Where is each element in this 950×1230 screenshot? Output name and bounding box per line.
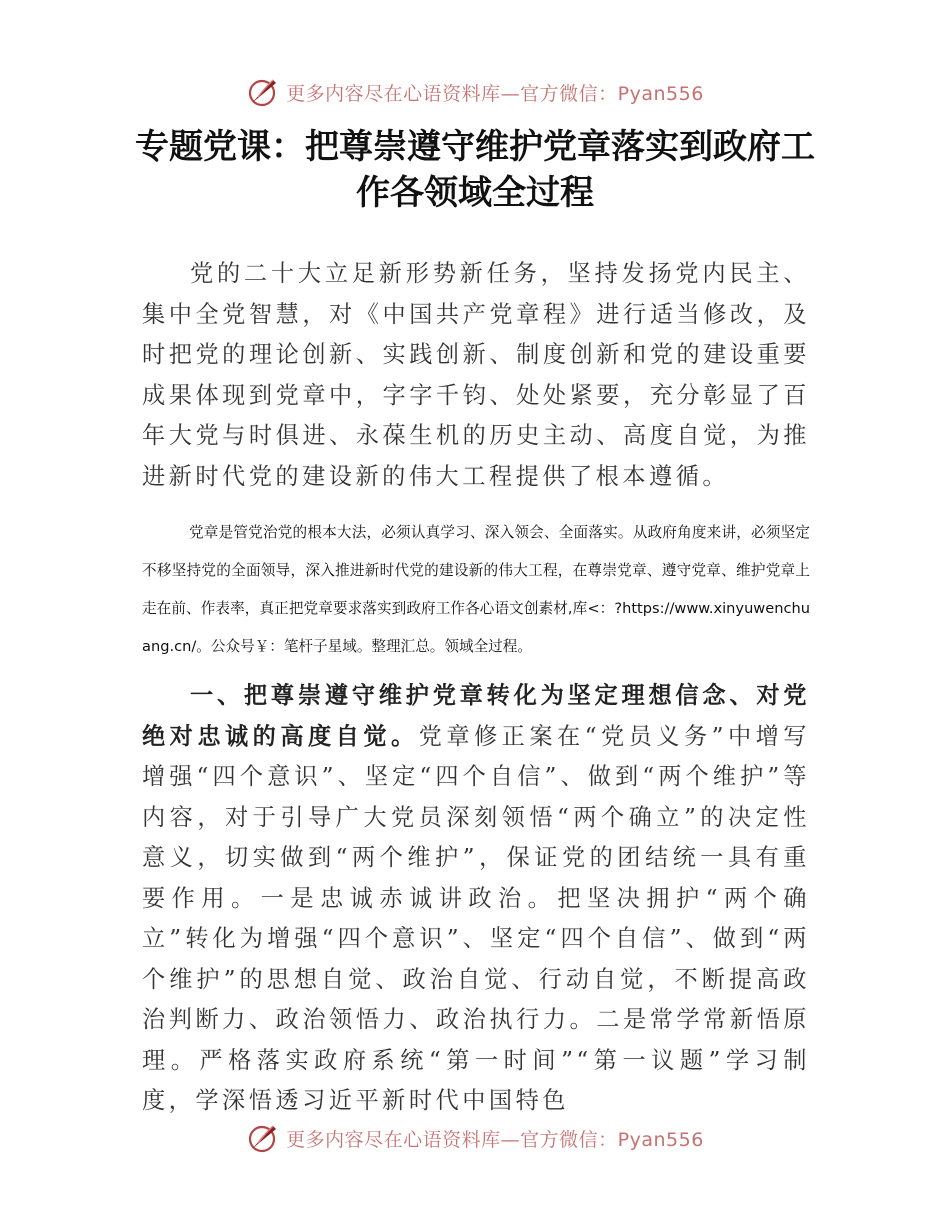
watermark-text: 更多内容尽在心语资料库—官方微信：Pyan556: [286, 82, 704, 105]
footer-watermark: [0, 1118, 950, 1158]
intro-paragraph: 党的二十大立足新形势新任务，坚持发扬党内民主、集中全党智慧，对《中国共产党章程》进行适当修改，及时把党的理论创新、实践创新、制度创新和党的建设重要成果体现到党章中，字字千钧、处处紧要，充分彰显了百年大党与时俱进、永葆生机的历史主动、高度自觉，为推进新时代党的建设新的伟大工程提供了根本遵循。: [142, 260, 810, 490]
watermark-text: 更多内容尽在心语资料库—官方微信：Pyan556: [286, 1128, 704, 1151]
section-one-heading: 一、把尊崇遵守维护党章转化为坚定理想信念、对党绝对忠诚的高度自觉。: [142, 682, 810, 750]
second-paragraph: 党章是管党治党的根本大法，必须认真学习、深入领会、全面落实。从政府角度来讲，必须坚定不移坚持党的全面领导，深入推进新时代党的建设新的伟大工程，在尊崇党章、遵守党章、维护党章上走在前、作表率，真正把党章要求落实到政府工作各心语文创素材,库<：?https://www.xinyuwenchuang.cn/。公众号￥：笔杆子星域。整理汇总。领域全过程。: [142, 524, 810, 655]
header-watermark: [0, 72, 950, 112]
quill-logo-icon: [246, 1121, 280, 1155]
document-title: 专题党课：把尊崇遵守维护党章落实到政府工作各领域全过程: [135, 127, 815, 213]
section-one-paragraph: [142, 676, 810, 1122]
section-one-body: 党章修正案在“党员义务”中增写增强“四个意识”、坚定“四个自信”、做到“两个维护”等内容，对于引导广大党员深刻领悟“两个确立”的决定性意义，切实做到“两个维护”，保证党的团结统一具有重要作用。一是忠诚赤诚讲政治。把坚决拥护“两个确立”转化为增强“四个意识”、坚定“四个自信”、做到“两个维护”的思想自觉、政治自觉、行动自觉，不断提高政治判断力、政治领悟力、政治执行力。二是常学常新悟原理。严格落实政府系统“第一时间”“第一议题”学习制度，学深悟透习近平新时代中国特色: [142, 722, 810, 1114]
quill-logo-icon: [246, 75, 280, 109]
